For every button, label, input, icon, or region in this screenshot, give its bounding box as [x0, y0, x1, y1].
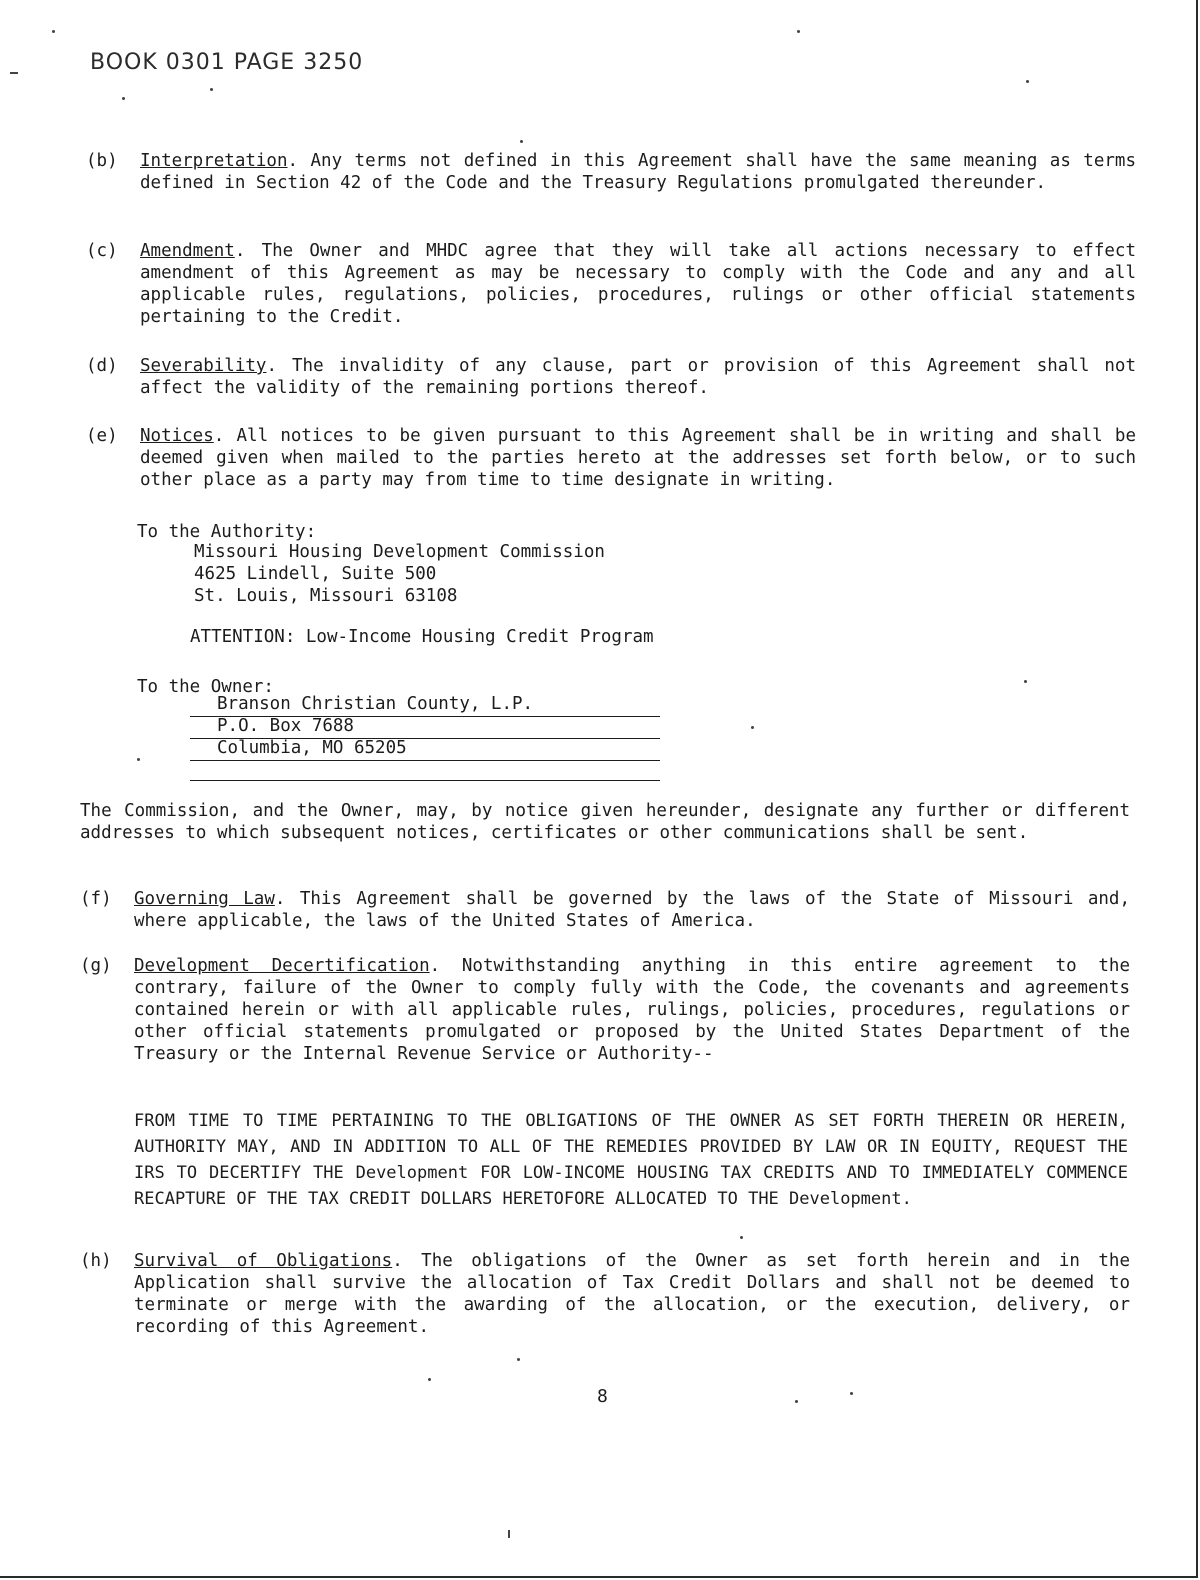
clause-f-text: . This Agreement shall be governed by the laws of the State of Missouri and, where applicable, the laws of the United States of America.: [134, 889, 1130, 931]
owner-address-line2: [190, 716, 660, 739]
scan-speck: [210, 88, 213, 91]
owner-address-blank-line: [190, 758, 660, 781]
clause-h: [80, 1250, 1130, 1338]
commission-paragraph: The Commission, and the Owner, may, by notice given hereunder, designate any further or different addresses to which subsequent notices, certificates or other communications shall be sent.: [80, 801, 1130, 843]
clause-e-text: . All notices to be given pursuant to this Agreement shall be in writing and shall be deemed given when mailed to the parties hereto at the addresses set forth below, or to such other place as a party may from time to time designate in writing.: [140, 426, 1136, 490]
scan-speck: [1024, 680, 1027, 683]
clause-d-letter: (d): [86, 356, 118, 376]
clause-f: [80, 888, 1130, 932]
clause-e-heading: Notices: [140, 426, 214, 446]
clause-c-heading: Amendment: [140, 241, 235, 261]
authority-attention: ATTENTION: Low-Income Housing Credit Program: [190, 627, 654, 647]
scan-speck: [520, 140, 523, 143]
scan-speck: [740, 1236, 743, 1239]
clause-b-letter: (b): [86, 151, 118, 171]
page-number: 8: [597, 1386, 608, 1407]
clause-e-letter: (e): [86, 426, 118, 446]
clause-c-letter: (c): [86, 241, 118, 261]
scan-speck: [751, 726, 754, 729]
authority-address-line3: St. Louis, Missouri 63108: [194, 586, 458, 606]
owner-label: To the Owner:: [137, 677, 274, 697]
clause-b: [86, 150, 1136, 194]
scan-speck: [122, 97, 125, 100]
clause-e: [86, 425, 1136, 491]
clause-b-heading: Interpretation: [140, 151, 288, 171]
scan-speck: [517, 1358, 520, 1361]
scan-speck: [797, 30, 800, 33]
owner-address-line2-text: P.O. Box 7688: [217, 716, 354, 736]
scan-speck: [137, 758, 140, 761]
clause-g-text: . Notwithstanding anything in this entire agreement to the contrary, failure of the Owner to comply fully with the Code, the covenants and agreements contained herein or with all applicable rules, rulings, policies, procedures, regulations or other official statements promulgated or proposed by the United States Department of the Treasury or the Internal Revenue Service or Authority--: [134, 956, 1130, 1064]
clause-h-heading: Survival of Obligations: [134, 1251, 393, 1271]
authority-address-line1: Missouri Housing Development Commission: [194, 542, 605, 562]
clause-c-text: . The Owner and MHDC agree that they will take all actions necessary to effect amendment of this Agreement as may be necessary to comply with the Code and any and all applicable rules, regulations, policies, procedures, rulings or other official statements pertaining to the Credit.: [140, 241, 1136, 327]
clause-f-heading: Governing Law: [134, 889, 275, 909]
scan-speck: [52, 30, 55, 33]
clause-g-heading: Development Decertification: [134, 956, 430, 976]
clause-h-letter: (h): [80, 1251, 112, 1271]
clause-f-letter: (f): [80, 889, 112, 909]
clause-c: [86, 240, 1136, 328]
clause-g: [80, 955, 1130, 1065]
clause-g-letter: (g): [80, 956, 112, 976]
scan-speck: [508, 1530, 510, 1538]
clause-d-heading: Severability: [140, 356, 267, 376]
scan-speck: [428, 1378, 431, 1381]
authority-address-line2: 4625 Lindell, Suite 500: [194, 564, 437, 584]
scan-speck: [850, 1392, 853, 1395]
clause-d-text: . The invalidity of any clause, part or provision of this Agreement shall not affect the validity of the remaining portions thereof.: [140, 356, 1136, 398]
clause-h-text: . The obligations of the Owner as set forth herein and in the Application shall survive the allocation of Tax Credit Dollars and shall not be deemed to terminate or merge with the awarding of the allocation, or the execution, delivery, or recording of this Agreement.: [134, 1251, 1130, 1337]
book-page-stamp: BOOK 0301 PAGE 3250: [90, 50, 364, 75]
authority-label: To the Authority:: [137, 522, 317, 542]
owner-address-line3-text: Columbia, MO 65205: [217, 738, 407, 758]
owner-address-line1: [190, 694, 660, 717]
decertification-caps-paragraph: FROM TIME TO TIME PERTAINING TO THE OBLIGATIONS OF THE OWNER AS SET FORTH THEREIN OR HEREIN, AUTHORITY MAY, AND IN ADDITION TO ALL OF THE REMEDIES PROVIDED BY LAW OR IN EQUITY, REQUEST THE IRS TO DECERTIFY THE Development FOR LOW-INCOME HOUSING TAX CREDITS AND TO IMMEDIATELY COMMENCE RECAPTURE OF THE TAX CREDIT DOLLARS HERETOFORE ALLOCATED TO THE Development.: [134, 1111, 1128, 1209]
scan-speck: [795, 1400, 798, 1403]
owner-address-line1-text: Branson Christian County, L.P.: [217, 694, 534, 714]
scan-speck: [1026, 80, 1029, 83]
clause-b-text: . Any terms not defined in this Agreement shall have the same meaning as terms defined in Section 42 of the Code and the Treasury Regulations promulgated thereunder.: [140, 151, 1136, 193]
scan-speck: [10, 72, 18, 74]
clause-d: [86, 355, 1136, 399]
